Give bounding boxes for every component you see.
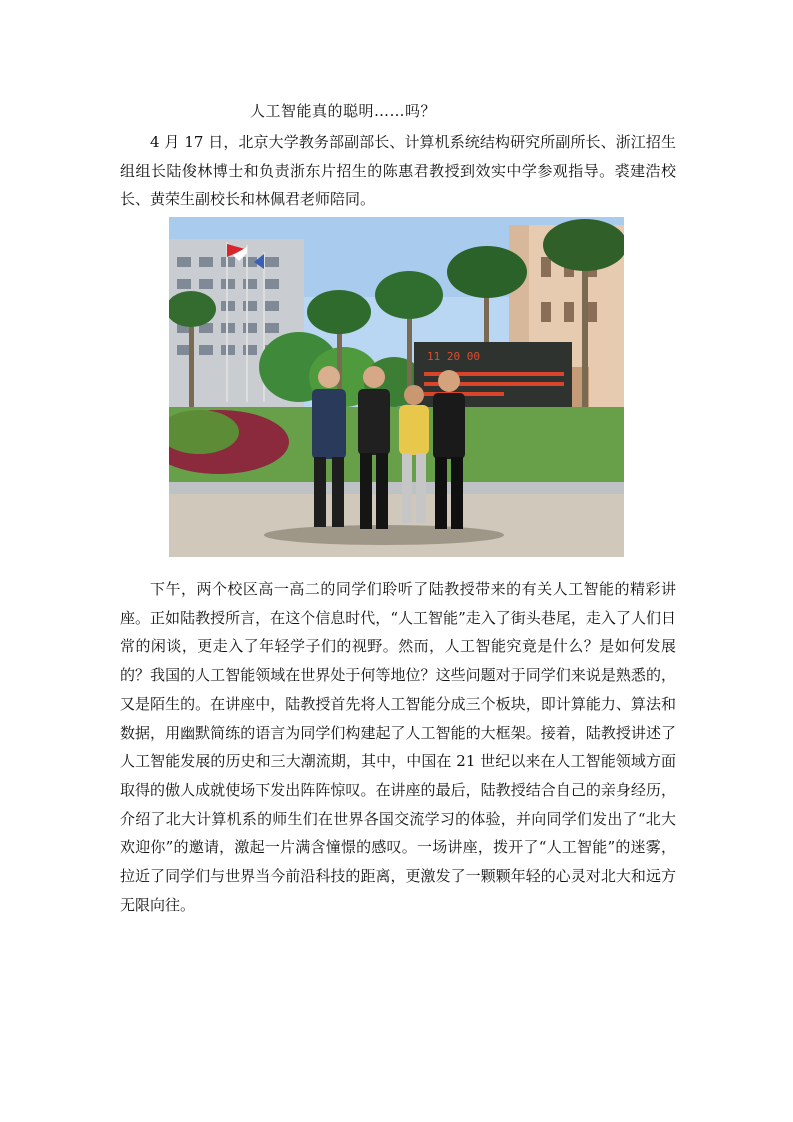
- paragraph-intro: 4 月 17 日，北京大学教务部副部长、计算机系统结构研究所副所长、浙江招生组组长陆俊林博士和负责浙东片招生的陈惠君教授到效实中学参观指导。裘建浩校长、黄荣生副校长和林佩君老师陪同。: [120, 133, 676, 209]
- group-photo: [169, 217, 624, 557]
- led-sign-text: 11 20 00: [427, 350, 480, 363]
- paragraph-lecture: 下午，两个校区高一高二的同学们聆听了陆教授带来的有关人工智能的精彩讲座。正如陆教授所言，在这个信息时代，“人工智能”走入了街头巷尾，走入了人们日常的闲谈，更走入了年轻学子们的视野。然而，人工智能究竟是什么？是如何发展的？我国的人工智能领域在世界处于何等地位？这些问题对于同学们来说是熟悉的，又是陌生的。在讲座中，陆教授首先将人工智能分成三个板块，即计算能力、算法和数据，用幽默简练的语言为同学们构建起了人工智能的大框架。接着，陆教授讲述了人工智能发展的历史和三大潮流期，其中，中国在 21 世纪以来在人工智能领域方面取得的傲人成就使场下发出阵阵惊叹。在讲座的最后，陆教授结合自己的亲身经历，介绍了北大计算机系的师生们在世界各国交流学习的体验，并向同学们发出了“北大欢迎你”的邀请，激起一片满含憧憬的感叹。一场讲座，拨开了“人工智能”的迷雾，拉近了同学们与世界当今前沿科技的距离，更激发了一颗颗年轻的心灵对北大和远方无限向往。: [120, 580, 676, 914]
- article-title: 人工智能真的聪明……吗？: [250, 102, 437, 120]
